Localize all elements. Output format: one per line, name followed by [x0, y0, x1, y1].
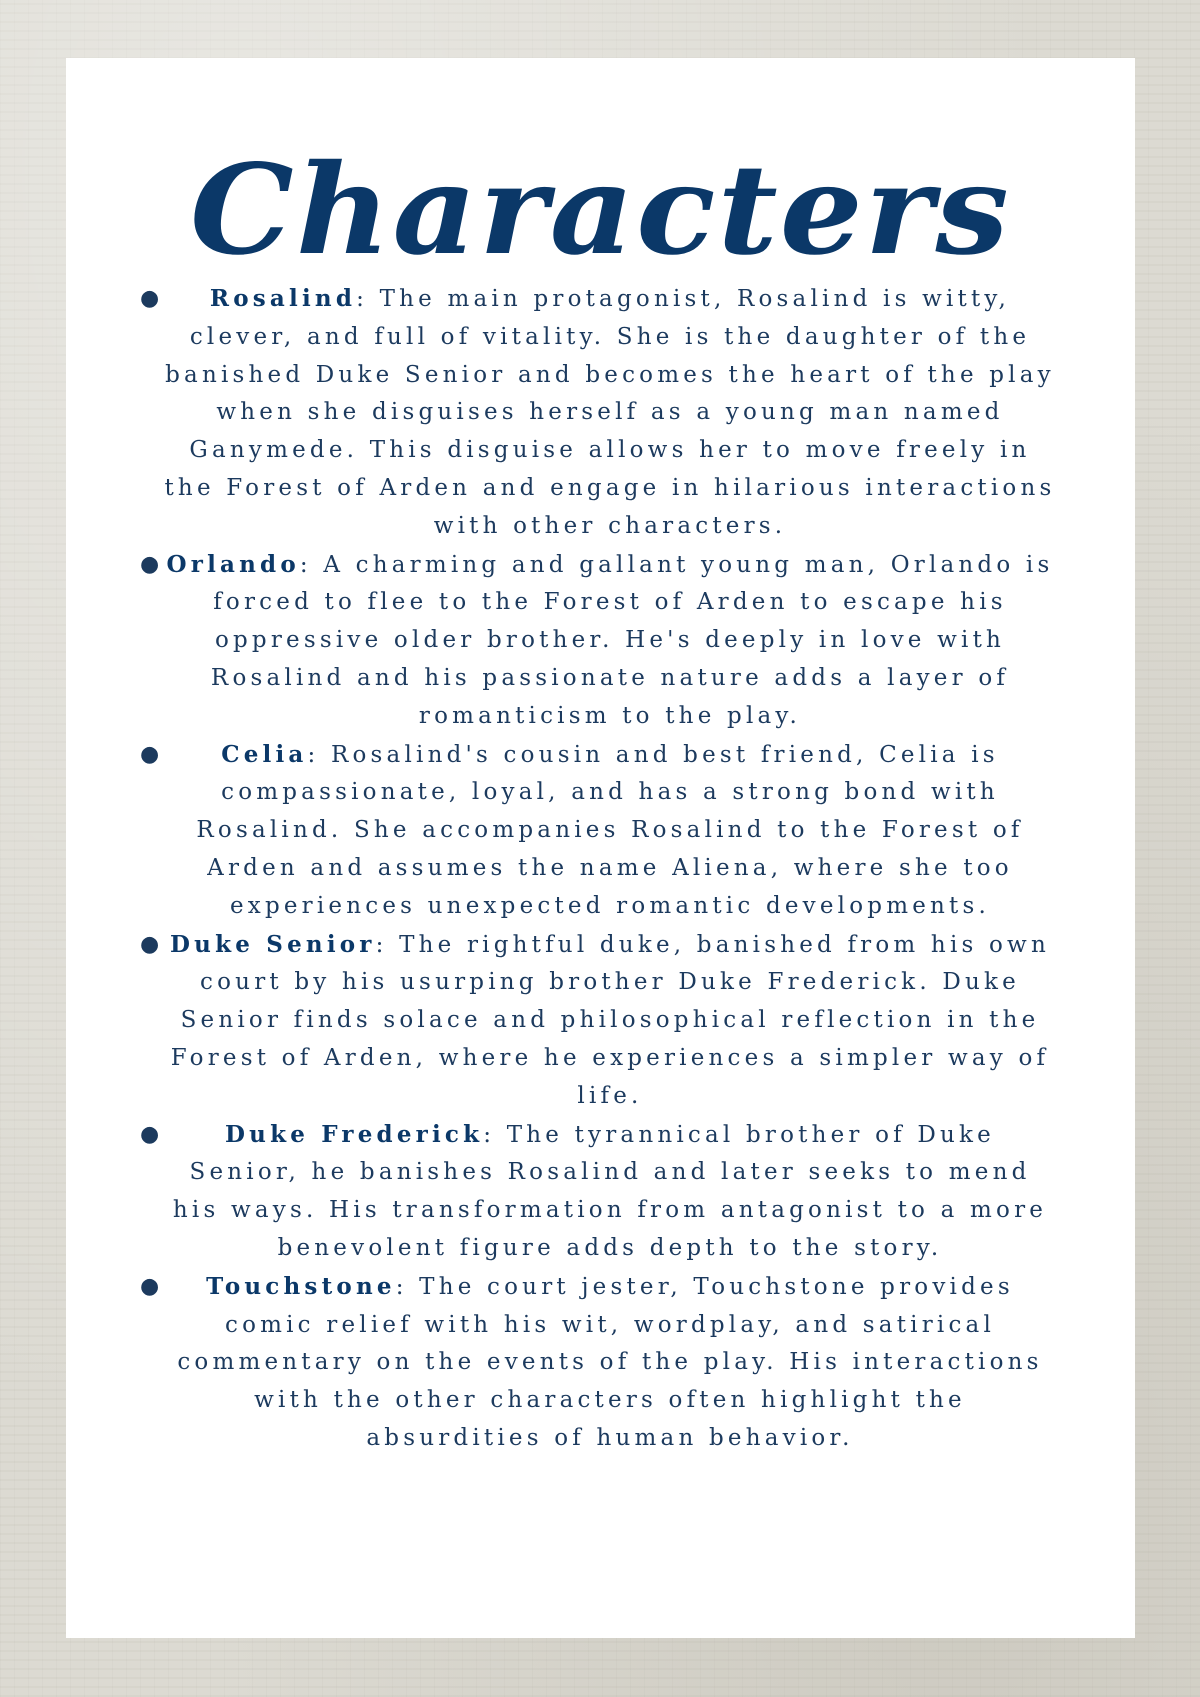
character-name: Orlando — [166, 550, 300, 578]
document-page — [66, 58, 1135, 1638]
bullet-icon: ● — [140, 741, 164, 767]
bullet-icon: ● — [140, 931, 164, 957]
character-name: Duke Senior — [170, 930, 376, 958]
character-description: : The rightful duke, banished from his own court by his usurping brother Duke Frederick. Duke Senior finds solace and philosophical reflection in the Forest of Arden, where he experiences a simpler way of life. — [170, 931, 1050, 1109]
character-item-rosalind — [140, 280, 1056, 546]
character-description: : A charming and gallant young man, Orlando is forced to flee to the Forest of Arden to escape his oppressive older brother. He's deeply in love with Rosalind and his passionate nature adds a layer of romanticism to the play. — [210, 551, 1054, 729]
character-name: Touchstone — [206, 1272, 396, 1300]
bullet-icon: ● — [140, 286, 164, 311]
character-description: : Rosalind's cousin and best friend, Celia is compassionate, loyal, and has a strong bond with Rosalind. She accompanies Rosalind to the Forest of Arden and assumes the name Aliena, where she too experiences unexpected romantic developments. — [196, 741, 1024, 919]
character-item-celia — [140, 736, 1056, 926]
bullet-icon: ● — [140, 551, 164, 577]
character-name: Duke Frederick — [225, 1120, 484, 1148]
character-description: : The court jester, Touchstone provides comic relief with his wit, wordplay, and satirical commentary on the events of the play. His interactions with the other characters often highlight the absurdities of human behavior. — [177, 1273, 1043, 1451]
character-item-duke-senior — [140, 926, 1056, 1116]
character-item-duke-frederick — [140, 1116, 1056, 1268]
character-item-orlando — [140, 546, 1056, 736]
character-name: Celia — [221, 740, 308, 768]
character-name: Rosalind — [209, 285, 357, 312]
character-description: : The main protagonist, Rosalind is witty, clever, and full of vitality. She is the daughter of the banished Duke Senior and becomes the heart of the play when she disguises herself as a young man named Ganymede. This disguise allows her to move freely in the Forest of Arden and engage in hilarious interactions with other characters. — [164, 286, 1056, 539]
bullet-icon: ● — [140, 1273, 164, 1299]
page-title: Characters — [190, 138, 1011, 283]
bullet-icon: ● — [140, 1121, 164, 1147]
character-list — [140, 280, 1056, 1458]
character-description: : The tyrannical brother of Duke Senior, he banishes Rosalind and later seeks to mend his ways. His transformation from antagonist to a more benevolent figure adds depth to the story. — [172, 1121, 1048, 1261]
character-item-touchstone — [140, 1268, 1056, 1458]
